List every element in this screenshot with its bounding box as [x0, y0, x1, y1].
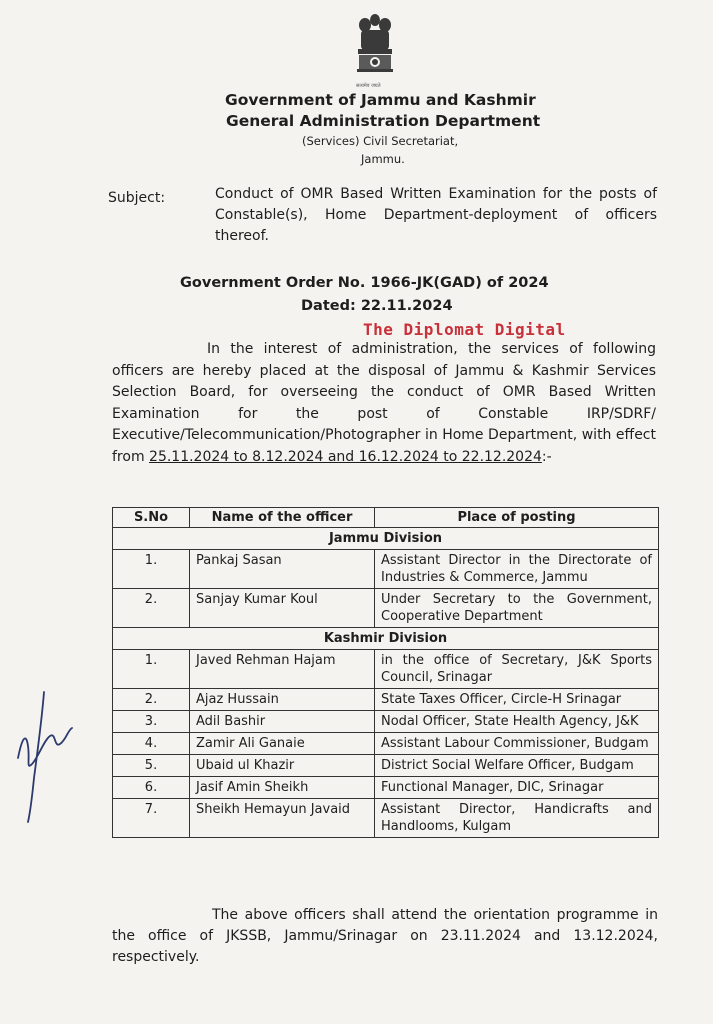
subject-text: Conduct of OMR Based Written Examination for the posts of Constable(s), Home Department-deployment of officers thereof. [215, 186, 657, 244]
table-row [113, 777, 659, 799]
row-place: State Taxes Officer, Circle-H Srinagar [375, 689, 659, 711]
body-tail: :- [541, 448, 552, 465]
row-name: Adil Bashir [190, 711, 375, 733]
row-sno: 2. [113, 689, 190, 711]
table-row [113, 689, 659, 711]
table-row [113, 755, 659, 777]
row-name: Ajaz Hussain [190, 689, 375, 711]
division-name: Jammu Division [113, 528, 659, 550]
division-row [113, 628, 659, 650]
office-city: Jammu. [361, 152, 405, 166]
table-row [113, 799, 659, 838]
row-sno: 7. [113, 799, 190, 838]
order-date: Dated: 22.11.2024 [301, 298, 453, 314]
row-name: Jasif Amin Sheikh [190, 777, 375, 799]
department-title: General Administration Department [226, 112, 541, 130]
closing-paragraph [112, 905, 658, 968]
body-text: In the interest of administration, the services of following officers are hereby placed at the disposal of Jammu & Kashmir Services Selection Board, for overseeing the conduct of OMR Based Written Examination for the post of Constable IRP/SDRF/ Executive/Telecommunication/Photographer in Home Department, with effect from [112, 341, 656, 465]
row-sno: 5. [113, 755, 190, 777]
table-row [113, 650, 659, 689]
subject-label: Subject: [108, 190, 166, 206]
row-name: Sanjay Kumar Koul [190, 589, 375, 628]
header-place: Place of posting [375, 508, 659, 528]
row-place: Functional Manager, DIC, Srinagar [375, 777, 659, 799]
order-body [112, 339, 656, 468]
office-address: (Services) Civil Secretariat, [302, 134, 459, 148]
row-name: Sheikh Hemayun Javaid [190, 799, 375, 838]
row-place: Assistant Director in the Directorate of Industries & Commerce, Jammu [375, 550, 659, 589]
table-header-row [113, 508, 659, 528]
row-place: Assistant Labour Commissioner, Budgam [375, 733, 659, 755]
row-sno: 1. [113, 550, 190, 589]
row-name: Zamir Ali Ganaie [190, 733, 375, 755]
order-number: Government Order No. 1966-JK(GAD) of 2024 [180, 275, 549, 291]
row-place: District Social Welfare Officer, Budgam [375, 755, 659, 777]
watermark: The Diplomat Digital [363, 320, 566, 339]
row-sno: 1. [113, 650, 190, 689]
national-emblem-icon [349, 12, 401, 92]
posting-table [112, 507, 659, 838]
table-row [113, 733, 659, 755]
row-sno: 6. [113, 777, 190, 799]
government-title: Government of Jammu and Kashmir [225, 91, 536, 109]
row-place: Assistant Director, Handicrafts and Handlooms, Kulgam [375, 799, 659, 838]
closing-text: The above officers shall attend the orientation programme in the office of JKSSB, Jammu/Srinagar on 23.11.2024 and 13.12.2024, respectively. [112, 907, 658, 965]
row-name: Pankaj Sasan [190, 550, 375, 589]
header-sno: S.No [113, 508, 190, 528]
division-row [113, 528, 659, 550]
row-place: in the office of Secretary, J&K Sports Council, Srinagar [375, 650, 659, 689]
table-row [113, 711, 659, 733]
row-sno: 4. [113, 733, 190, 755]
header-name: Name of the officer [190, 508, 375, 528]
row-name: Javed Rehman Hajam [190, 650, 375, 689]
row-sno: 2. [113, 589, 190, 628]
row-place: Nodal Officer, State Health Agency, J&K [375, 711, 659, 733]
row-name: Ubaid ul Khazir [190, 755, 375, 777]
division-name: Kashmir Division [113, 628, 659, 650]
table-row [113, 589, 659, 628]
table-row [113, 550, 659, 589]
signature-icon [4, 688, 76, 826]
body-dates: 25.11.2024 to 8.12.2024 and 16.12.2024 to 22.12.2024 [149, 448, 542, 465]
row-place: Under Secretary to the Government, Cooperative Department [375, 589, 659, 628]
row-sno: 3. [113, 711, 190, 733]
emblem-motto: सत्यमेव जयते [356, 83, 381, 89]
